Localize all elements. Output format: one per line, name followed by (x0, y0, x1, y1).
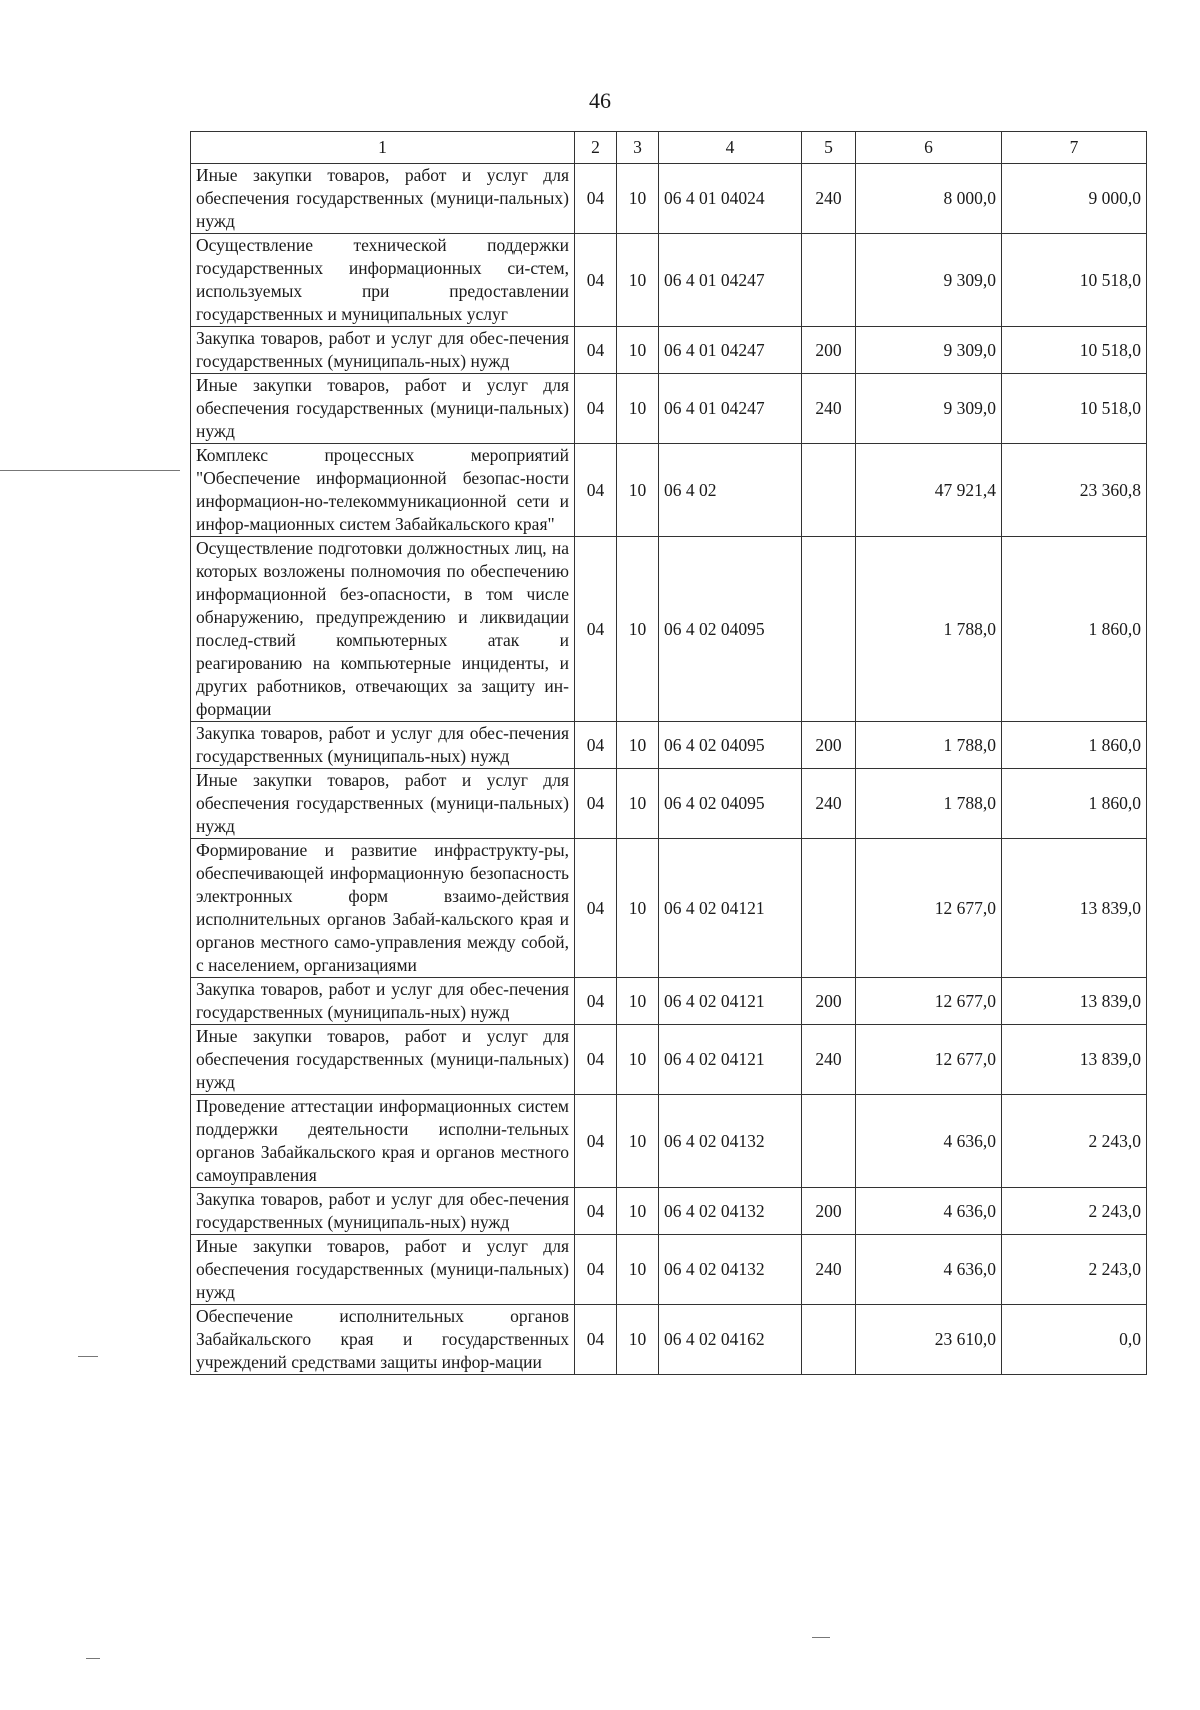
row-amount-year2: 1 860,0 (1002, 537, 1147, 722)
row-amount-year1: 4 636,0 (856, 1188, 1002, 1235)
row-amount-year2: 13 839,0 (1002, 978, 1147, 1025)
row-name: Обеспечение исполнительных органов Забайкальского края и государственных учреждений средствами защиты инфор-мации (191, 1305, 575, 1375)
row-subsection: 10 (617, 234, 659, 327)
column-header: 7 (1002, 132, 1147, 164)
row-subsection: 10 (617, 374, 659, 444)
row-name: Осуществление подготовки должностных лиц, на которых возложены полномочия по обеспечению информационной без-опасности, в том числе обнаружению, предупреждению и ликвидации послед-ствий компьютерных атак и реагированию на компьютерные инциденты, и других работников, отвечающих за защиту ин-формации (191, 537, 575, 722)
row-subsection: 10 (617, 444, 659, 537)
row-target-code: 06 4 02 04095 (659, 537, 802, 722)
column-header: 1 (191, 132, 575, 164)
row-expense-type: 200 (802, 722, 856, 769)
row-amount-year2: 1 860,0 (1002, 722, 1147, 769)
row-amount-year1: 1 788,0 (856, 769, 1002, 839)
header-row (191, 132, 1147, 164)
row-amount-year1: 9 309,0 (856, 234, 1002, 327)
row-section: 04 (575, 1095, 617, 1188)
row-amount-year1: 12 677,0 (856, 978, 1002, 1025)
row-amount-year2: 2 243,0 (1002, 1095, 1147, 1188)
row-amount-year1: 9 309,0 (856, 327, 1002, 374)
table-row (191, 1305, 1147, 1375)
row-target-code: 06 4 02 04095 (659, 722, 802, 769)
row-amount-year1: 9 309,0 (856, 374, 1002, 444)
row-expense-type (802, 537, 856, 722)
row-target-code: 06 4 02 04121 (659, 839, 802, 978)
row-amount-year2: 0,0 (1002, 1305, 1147, 1375)
row-target-code: 06 4 02 04132 (659, 1095, 802, 1188)
row-section: 04 (575, 1235, 617, 1305)
row-amount-year1: 1 788,0 (856, 722, 1002, 769)
row-expense-type (802, 444, 856, 537)
row-name: Иные закупки товаров, работ и услуг для обеспечения государственных (муници-пальных) нужд (191, 769, 575, 839)
row-section: 04 (575, 234, 617, 327)
row-subsection: 10 (617, 769, 659, 839)
row-expense-type (802, 234, 856, 327)
column-header: 6 (856, 132, 1002, 164)
table-row (191, 1235, 1147, 1305)
row-section: 04 (575, 1188, 617, 1235)
scan-speck (86, 1658, 100, 1659)
table-row (191, 1025, 1147, 1095)
row-name: Закупка товаров, работ и услуг для обес-печения государственных (муниципаль-ных) нужд (191, 722, 575, 769)
page-number: 46 (589, 88, 611, 113)
table-row (191, 164, 1147, 234)
row-amount-year1: 4 636,0 (856, 1095, 1002, 1188)
row-amount-year2: 13 839,0 (1002, 1025, 1147, 1095)
row-target-code: 06 4 02 04132 (659, 1235, 802, 1305)
table-row (191, 327, 1147, 374)
row-subsection: 10 (617, 839, 659, 978)
row-amount-year2: 13 839,0 (1002, 839, 1147, 978)
budget-table (190, 131, 1147, 1375)
row-subsection: 10 (617, 722, 659, 769)
row-expense-type (802, 1305, 856, 1375)
row-amount-year1: 47 921,4 (856, 444, 1002, 537)
column-header: 3 (617, 132, 659, 164)
row-subsection: 10 (617, 978, 659, 1025)
row-section: 04 (575, 722, 617, 769)
row-amount-year1: 8 000,0 (856, 164, 1002, 234)
row-name: Проведение аттестации информационных систем поддержки деятельности исполни-тельных органов Забайкальского края и органов местного самоуправления (191, 1095, 575, 1188)
row-amount-year2: 10 518,0 (1002, 234, 1147, 327)
row-name: Закупка товаров, работ и услуг для обес-печения государственных (муниципаль-ных) нужд (191, 327, 575, 374)
row-section: 04 (575, 1305, 617, 1375)
row-expense-type (802, 839, 856, 978)
row-expense-type: 200 (802, 1188, 856, 1235)
table-row (191, 1095, 1147, 1188)
row-subsection: 10 (617, 164, 659, 234)
row-amount-year2: 10 518,0 (1002, 374, 1147, 444)
table-row (191, 839, 1147, 978)
table-row (191, 374, 1147, 444)
row-subsection: 10 (617, 1235, 659, 1305)
row-amount-year2: 2 243,0 (1002, 1188, 1147, 1235)
table-row (191, 1188, 1147, 1235)
row-name: Комплекс процессных мероприятий "Обеспечение информационной безопас-ности информацион-но-телекоммуникационной сети и инфор-мационных систем Забайкальского края" (191, 444, 575, 537)
row-name: Закупка товаров, работ и услуг для обес-печения государственных (муниципаль-ных) нужд (191, 978, 575, 1025)
row-subsection: 10 (617, 1305, 659, 1375)
row-section: 04 (575, 537, 617, 722)
row-amount-year1: 1 788,0 (856, 537, 1002, 722)
row-amount-year2: 9 000,0 (1002, 164, 1147, 234)
row-amount-year1: 4 636,0 (856, 1235, 1002, 1305)
row-section: 04 (575, 164, 617, 234)
column-header: 4 (659, 132, 802, 164)
row-section: 04 (575, 978, 617, 1025)
row-expense-type: 240 (802, 164, 856, 234)
row-expense-type: 240 (802, 374, 856, 444)
column-header: 2 (575, 132, 617, 164)
row-amount-year2: 23 360,8 (1002, 444, 1147, 537)
row-target-code: 06 4 02 04121 (659, 1025, 802, 1095)
row-subsection: 10 (617, 1095, 659, 1188)
row-expense-type: 240 (802, 1235, 856, 1305)
row-expense-type: 200 (802, 327, 856, 374)
scan-speck (812, 1637, 830, 1638)
row-amount-year1: 12 677,0 (856, 1025, 1002, 1095)
row-expense-type: 240 (802, 1025, 856, 1095)
row-name: Иные закупки товаров, работ и услуг для обеспечения государственных (муници-пальных) нужд (191, 164, 575, 234)
row-amount-year2: 2 243,0 (1002, 1235, 1147, 1305)
row-name: Осуществление технической поддержки государственных информационных си-стем, используемых при предоставлении государственных и муниципальных услуг (191, 234, 575, 327)
column-header: 5 (802, 132, 856, 164)
row-target-code: 06 4 01 04247 (659, 327, 802, 374)
table-row (191, 234, 1147, 327)
scan-speck (78, 1356, 98, 1357)
row-name: Иные закупки товаров, работ и услуг для обеспечения государственных (муници-пальных) нужд (191, 1025, 575, 1095)
row-section: 04 (575, 374, 617, 444)
row-amount-year2: 10 518,0 (1002, 327, 1147, 374)
row-name: Иные закупки товаров, работ и услуг для обеспечения государственных (муници-пальных) нужд (191, 1235, 575, 1305)
row-amount-year2: 1 860,0 (1002, 769, 1147, 839)
row-target-code: 06 4 02 04121 (659, 978, 802, 1025)
table-row (191, 537, 1147, 722)
row-section: 04 (575, 327, 617, 374)
row-amount-year1: 12 677,0 (856, 839, 1002, 978)
row-section: 04 (575, 839, 617, 978)
row-expense-type: 200 (802, 978, 856, 1025)
table-row (191, 978, 1147, 1025)
row-name: Формирование и развитие инфраструкту-ры, обеспечивающей информационную безопасность электронных форм взаимо-действия исполнительных органов Забай-кальского края и органов местного само-управления между собой, с населением, организациями (191, 839, 575, 978)
table-row (191, 769, 1147, 839)
row-name: Закупка товаров, работ и услуг для обес-печения государственных (муниципаль-ных) нужд (191, 1188, 575, 1235)
row-target-code: 06 4 02 04095 (659, 769, 802, 839)
row-section: 04 (575, 1025, 617, 1095)
row-target-code: 06 4 02 04132 (659, 1188, 802, 1235)
row-target-code: 06 4 02 04162 (659, 1305, 802, 1375)
scan-speck (0, 470, 180, 471)
row-target-code: 06 4 01 04247 (659, 374, 802, 444)
row-amount-year1: 23 610,0 (856, 1305, 1002, 1375)
row-subsection: 10 (617, 327, 659, 374)
row-subsection: 10 (617, 537, 659, 722)
row-expense-type (802, 1095, 856, 1188)
row-subsection: 10 (617, 1025, 659, 1095)
row-target-code: 06 4 02 (659, 444, 802, 537)
row-name: Иные закупки товаров, работ и услуг для обеспечения государственных (муници-пальных) нужд (191, 374, 575, 444)
row-section: 04 (575, 769, 617, 839)
table-row (191, 722, 1147, 769)
row-section: 04 (575, 444, 617, 537)
row-target-code: 06 4 01 04247 (659, 234, 802, 327)
row-target-code: 06 4 01 04024 (659, 164, 802, 234)
row-subsection: 10 (617, 1188, 659, 1235)
table-row (191, 444, 1147, 537)
row-expense-type: 240 (802, 769, 856, 839)
